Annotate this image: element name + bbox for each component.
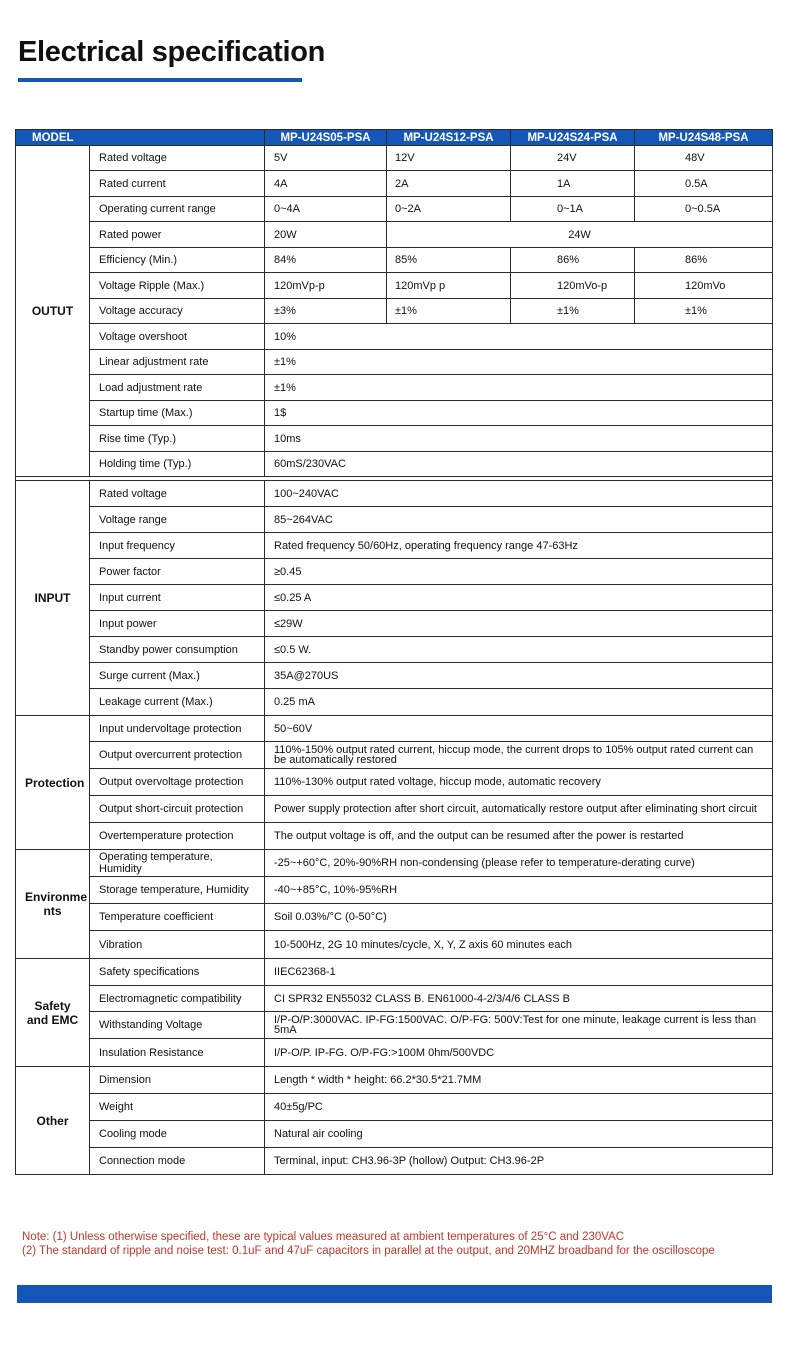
param-label: Output overvoltage protection [90,769,265,796]
cell-value: 5V [265,146,387,171]
param-label: Voltage Ripple (Max.) [90,273,265,299]
param-label: Temperature coefficient [90,904,265,931]
param-label: Output overcurrent protection [90,742,265,769]
table-row [16,959,773,986]
cell-value: Terminal, input: CH3.96-3P (hollow) Output: CH3.96-2P [265,1148,773,1175]
param-label: Surge current (Max.) [90,663,265,689]
param-label: Dimension [90,1067,265,1094]
param-label: Power factor [90,559,265,585]
group-environments: Environme nts [16,850,90,959]
cell-value: ±1% [635,299,773,324]
table-row [16,823,773,850]
cell-value: 35A@270US [265,663,773,689]
model-header-2: MP-U24S12-PSA [387,130,511,146]
model-header: MODEL [16,130,265,146]
cell-value: ±1% [511,299,635,324]
param-label: Voltage range [90,507,265,533]
cell-value: ≤0.5 W. [265,637,773,663]
cell-value: IIEC62368-1 [265,959,773,986]
cell-value: 0~2A [387,197,511,222]
title-underline [18,78,302,82]
cell-value: 40±5g/PC [265,1094,773,1121]
cell-value: 10ms [265,426,773,452]
cell-value: 84% [265,248,387,273]
cell-value: 120mVo [635,273,773,299]
param-label: Input power [90,611,265,637]
table-row [16,1067,773,1094]
table-row [16,1148,773,1175]
table-row [16,146,773,171]
param-label: Rated voltage [90,146,265,171]
table-row [16,350,773,375]
table-row [16,401,773,426]
param-label: Input frequency [90,533,265,559]
table-row [16,877,773,904]
table-row [16,452,773,477]
param-label: Operating current range [90,197,265,222]
cell-value: 1$ [265,401,773,426]
table-row [16,273,773,299]
model-header-3: MP-U24S24-PSA [511,130,635,146]
cell-value: 0~1A [511,197,635,222]
param-label: Weight [90,1094,265,1121]
table-row [16,637,773,663]
footer-bar [17,1285,772,1303]
cell-value: 0.25 mA [265,689,773,716]
table-row [16,197,773,222]
table-row [16,1012,773,1039]
param-label: Efficiency (Min.) [90,248,265,273]
param-label: Safety specifications [90,959,265,986]
table-row [16,611,773,637]
cell-value: ≥0.45 [265,559,773,585]
cell-value: 110%-150% output rated current, hiccup mode, the current drops to 105% output rated current can be automatically restored [265,742,773,769]
table-row [16,850,773,877]
param-label: Operating temperature, Humidity [90,850,265,877]
table-row [16,171,773,197]
group-safety-emc: Safety and EMC [16,959,90,1067]
table-row [16,663,773,689]
group-input: INPUT [16,481,90,716]
table-header-row [16,130,773,146]
cell-value: Natural air cooling [265,1121,773,1148]
param-label: Storage temperature, Humidity [90,877,265,904]
param-label: Output short-circuit protection [90,796,265,823]
table-row [16,559,773,585]
table-row [16,222,773,248]
cell-value: Soil 0.03%/°C (0-50°C) [265,904,773,931]
param-label: Input current [90,585,265,611]
cell-value: 48V [635,146,773,171]
cell-value: Power supply protection after short circuit, automatically restore output after eliminating short circuit [265,796,773,823]
table-row [16,796,773,823]
table-row [16,324,773,350]
cell-value: 0~4A [265,197,387,222]
cell-value: 120mVo-p [511,273,635,299]
table-row [16,904,773,931]
cell-value: -40~+85°C, 10%-95%RH [265,877,773,904]
cell-value: 110%-130% output rated voltage, hiccup mode, automatic recovery [265,769,773,796]
cell-value: ±1% [265,375,773,401]
page-title: Electrical specification [18,36,326,68]
param-label: Rated voltage [90,481,265,507]
cell-value: 2A [387,171,511,197]
table-row [16,299,773,324]
note-line-2: (2) The standard of ripple and noise test: 0.1uF and 47uF capacitors in parallel at the output, and 20MHZ broadband for the oscilloscope [22,1245,715,1257]
param-label: Holding time (Typ.) [90,452,265,477]
cell-value: 10-500Hz, 2G 10 minutes/cycle, X, Y, Z axis 60 minutes each [265,931,773,959]
table-row [16,986,773,1012]
table-row [16,481,773,507]
param-label: Insulation Resistance [90,1039,265,1067]
param-label: Rated current [90,171,265,197]
table-row [16,507,773,533]
param-label: Cooling mode [90,1121,265,1148]
cell-value: 50~60V [265,716,773,742]
param-label: Load adjustment rate [90,375,265,401]
param-label: Standby power consumption [90,637,265,663]
table-row [16,1039,773,1067]
cell-value: I/P-O/P:3000VAC. IP-FG:1500VAC. O/P-FG: 500V:Test for one minute, leakage current is less than 5mA [265,1012,773,1039]
cell-value: 86% [635,248,773,273]
cell-value: Rated frequency 50/60Hz, operating frequency range 47-63Hz [265,533,773,559]
cell-value: 85% [387,248,511,273]
param-label: Startup time (Max.) [90,401,265,426]
cell-value: 0~0.5A [635,197,773,222]
cell-value: 0.5A [635,171,773,197]
param-label: Vibration [90,931,265,959]
param-label: Leakage current (Max.) [90,689,265,716]
note-line-1: Note: (1) Unless otherwise specified, these are typical values measured at ambient temperatures of 25°C and 230VAC [22,1231,625,1243]
param-label: Connection mode [90,1148,265,1175]
cell-value: CI SPR32 EN55032 CLASS B. EN61000-4-2/3/4/6 CLASS B [265,986,773,1012]
cell-value: 10% [265,324,773,350]
cell-value: 12V [387,146,511,171]
cell-value: 60mS/230VAC [265,452,773,477]
table-row [16,689,773,716]
table-row [16,1094,773,1121]
cell-value: 120mVp-p [265,273,387,299]
spec-table [15,129,773,1175]
param-label: Withstanding Voltage [90,1012,265,1039]
cell-value: ±1% [387,299,511,324]
table-row [16,426,773,452]
cell-value: 120mVp p [387,273,511,299]
group-output: OUTUT [16,146,90,477]
table-row [16,1121,773,1148]
cell-value: 85~264VAC [265,507,773,533]
cell-value: ≤29W [265,611,773,637]
table-row [16,931,773,959]
cell-value: Length * width * height: 66.2*30.5*21.7MM [265,1067,773,1094]
notes [22,1230,715,1258]
cell-value: 1A [511,171,635,197]
group-other: Other [16,1067,90,1175]
table-row [16,375,773,401]
param-label: Voltage overshoot [90,324,265,350]
table-row [16,716,773,742]
table-row [16,585,773,611]
cell-value: I/P-O/P. IP-FG. O/P-FG:>100M 0hm/500VDC [265,1039,773,1067]
cell-value: -25~+60°C, 20%-90%RH non-condensing (please refer to temperature-derating curve) [265,850,773,877]
table-row [16,769,773,796]
cell-value: 86% [511,248,635,273]
param-label: Linear adjustment rate [90,350,265,375]
cell-value: ≤0.25 A [265,585,773,611]
param-label: Input undervoltage protection [90,716,265,742]
cell-value: 4A [265,171,387,197]
table-row [16,248,773,273]
model-header-1: MP-U24S05-PSA [265,130,387,146]
cell-value: ±3% [265,299,387,324]
cell-value: The output voltage is off, and the output can be resumed after the power is restarted [265,823,773,850]
group-protection: Protection [16,716,90,850]
cell-value: 24W [387,222,773,248]
param-label: Rise time (Typ.) [90,426,265,452]
table-row [16,742,773,769]
param-label: Electromagnetic compatibility [90,986,265,1012]
cell-value: 24V [511,146,635,171]
param-label: Rated power [90,222,265,248]
cell-value: 100~240VAC [265,481,773,507]
model-header-4: MP-U24S48-PSA [635,130,773,146]
param-label: Overtemperature protection [90,823,265,850]
param-label: Voltage accuracy [90,299,265,324]
table-row [16,533,773,559]
cell-value: ±1% [265,350,773,375]
cell-value: 20W [265,222,387,248]
